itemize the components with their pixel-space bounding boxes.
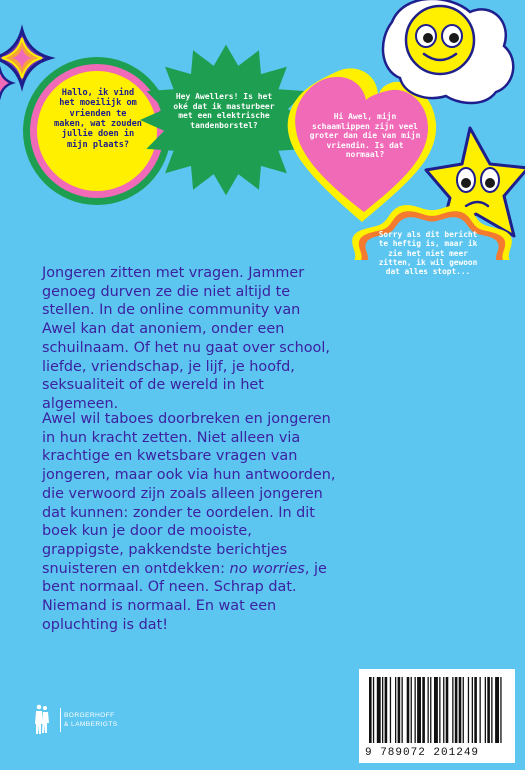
barcode-bar: [417, 677, 421, 743]
barcode-bar: [415, 677, 416, 743]
description-text: Awel wil taboes doorbreken en jongeren in hun kracht zetten. Niet alleen via krachtige en kwetsbare vragen van jongeren, maar ook via hun antwoorden, die verwoord zijn zoals alleen jongeren dat kunnen: zonder te oordelen. In dit boek kun je door de mooiste, grappigste, pakkendste berichtjes snuisteren en ontdekken:: [42, 411, 336, 577]
barcode-bar: [382, 677, 383, 743]
barcode-bar: [402, 677, 403, 743]
barcode-bar: [369, 677, 372, 743]
publisher-name: [64, 712, 118, 730]
bubble-text-circle: Hallo, ik vind het moeilijk om vrienden te maken, wat zouden jullie doen in mijn plaats?: [54, 88, 142, 150]
bubble-text-heart: Hi Awel, mijn schaamlippen zijn veel groter dan die van mijn vriendin. Is dat normaal?: [309, 112, 421, 160]
logo-divider: [60, 708, 61, 732]
barcode-bar: [452, 677, 453, 743]
barcode-bar: [468, 677, 469, 743]
barcode-bar: [377, 677, 381, 743]
barcode-bar: [485, 677, 486, 743]
description-italic: no worries: [229, 560, 305, 577]
barcode-bar: [385, 677, 388, 743]
barcode-bar: [459, 677, 462, 743]
barcode-bar: [455, 677, 458, 743]
barcode-bar: [463, 677, 464, 743]
barcode-bar: [422, 677, 425, 743]
bubble-text-star: Hey Awellers! Is het oké dat ik masturbeer met een elektrische tandenborstel?: [173, 92, 275, 130]
barcode-bar: [407, 677, 410, 743]
publisher-figures-icon: [0, 0, 60, 770]
publisher-line-2: & LAMBERIGTS: [64, 720, 118, 728]
barcode-bar: [373, 677, 374, 743]
isbn-number: 9 789072 201249: [365, 747, 480, 759]
barcode-bar: [474, 677, 477, 743]
barcode-bar: [472, 677, 473, 743]
barcode-bar: [411, 677, 412, 743]
barcode-bar: [439, 677, 440, 743]
barcode-bar: [480, 677, 481, 743]
description-paragraph: [42, 410, 338, 635]
barcode-bar: [500, 677, 501, 743]
barcode-bar: [434, 677, 438, 743]
barcode-bar: [487, 677, 490, 743]
barcode-bar: [491, 677, 492, 743]
barcode-bar: [395, 677, 396, 743]
barcode-bar: [390, 677, 391, 743]
intro-paragraph: Jongeren zitten met vragen. Jammer genoeg durven ze die niet altijd te stellen. In de online community van Awel kan dat anoniem, onder een schuilnaam. Of het nu gaat over school, liefde, vriendschap, je lijf, je hoofd, seksualiteit of de wereld in het algemeen.: [42, 265, 330, 413]
bubble-text-blob: Sorry als dit bericht te heftig is, maar ik zie het niet meer zitten, ik wil gewoon dat alles stopt...: [378, 230, 478, 277]
barcode-bar: [428, 677, 429, 743]
barcode-bar: [495, 677, 499, 743]
barcode-bar: [443, 677, 444, 743]
description-text-end: , je bent normaal. Of neen. Schrap dat. Niemand is normaal. En wat een opluchting is dat!: [42, 560, 327, 633]
barcode-bar: [430, 677, 431, 743]
barcode-bar: [446, 677, 449, 743]
publisher-line-1: BORGERHOFF: [64, 712, 115, 719]
barcode-bar: [398, 677, 401, 743]
